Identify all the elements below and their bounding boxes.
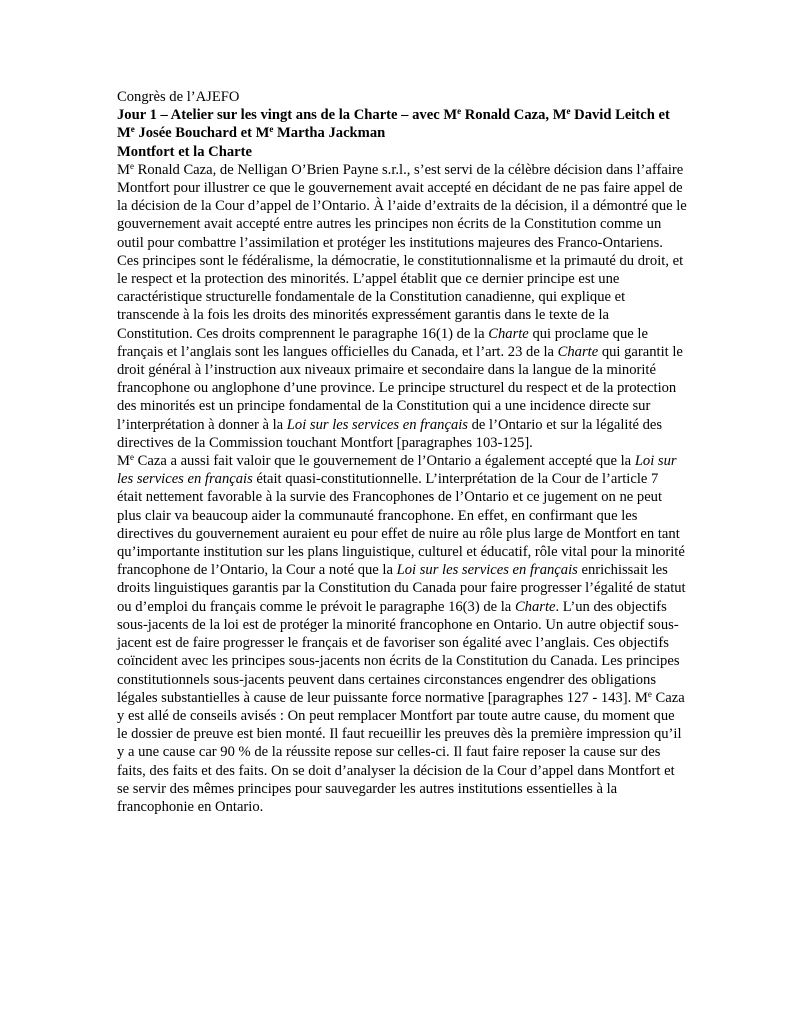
title-text-5: Martha Jackman [273, 125, 386, 142]
p1-text-a: M [117, 161, 130, 178]
org-line: Congrès de l’AJEFO [117, 89, 240, 105]
p1-sup: e [129, 160, 134, 171]
p2-text-c: était quasi-constitutionnelle. L’interprétation de la Cour de l’article 7 était nettement favorable à la survie des Francophones de l’Ontario et ce jugement on ne peut plus clair va beaucoup aider la communauté francophone. En effet, en confirmant que les directives du gouvernement auraient eu pour effet de nuire au rôle plus large de Montfort en tant qu’importante institution sur les plans linguistique, culturel et éducatif, rôle vital pour la minorité francophone de l’Ontario, la Cour a noté que la [117, 471, 685, 579]
p1-italic-charte-2: Charte [557, 343, 599, 360]
title-sup-4: e [269, 124, 274, 135]
title-text-2: Ronald Caza, M [461, 107, 567, 124]
title-sup-1: e [457, 106, 462, 117]
section-heading: Montfort et la Charte [117, 143, 252, 160]
p1-text-b: Ronald Caza, de Nelligan O’Brien Payne s.r.l., s’est servi de la célèbre décision dans l’affaire Montfort pour illustrer ce que le gouvernement avait accepté en décidant de ne pas faire appel de la décision de la Cour d’appel de l’Ontario. À l’aide d’extraits de la décision, il a démontré que le gouvernement avait accepté entre autres les principes non écrits de la Constitution comme un outil pour combattre l’assimilation et protéger les institutions majeures des Franco-Ontariens. Ces principes sont le fédéralisme, la démocratie, le constitutionnalisme et la primauté du droit, et le respect et la protection des minorités. L’appel établit que ce dernier principe est une caractéristique structurelle fondamentale de la Constitution canadienne, qui explique et transcende à la fois les droits des minorités expressément garantis dans le texte de la Constitution. Ces droits comprennent le paragraphe 16(1) de la [117, 161, 687, 342]
paragraph-2 [117, 452, 687, 816]
p1-italic-loi: Loi sur les services en français [286, 416, 468, 433]
p2-sup-2: e [647, 688, 652, 699]
document-page [117, 88, 687, 816]
document-title [117, 106, 687, 142]
p2-text-e: . L’un des objectifs sous-jacents de la loi est de protéger la minorité francophone en Ontario. Un autre objectif sous-jacent est de faire progresser le français et de favoriser son égalité avec l’anglais. Ces objectifs coïncident avec les principes sous-jacents non écrits de la Constitution du Canada. Les principes constitutionnels sous-jacents peuvent dans certaines circonstances engendrer des obligations légales substantielles à cause de leur puissante force normative [paragraphes 127 - 143]. M [117, 598, 680, 706]
p2-text-d: enrichissait les droits linguistiques garantis par la Constitution du Canada pour faire progresser l’égalité de statut ou d’emploi du français comme le prévoit le paragraphe 16(3) de la [117, 562, 686, 615]
title-sup-2: e [566, 106, 571, 117]
p2-italic-loi-1: Loi sur les services en français [117, 453, 677, 488]
paragraph-1 [117, 161, 687, 452]
p1-text-c: qui proclame que le français et l’anglais sont les langues officielles du Canada, et l’art. 23 de la [117, 325, 648, 360]
p2-italic-charte: Charte [514, 598, 556, 615]
p2-sup-1: e [129, 452, 134, 463]
p1-text-e: de l’Ontario et sur la légalité des directives de la Commission touchant Montfort [paragraphes 103-125]. [117, 416, 663, 451]
p2-text-b: Caza a aussi fait valoir que le gouvernement de l’Ontario a également accepté que la [133, 453, 635, 470]
title-text-4: Josée Bouchard et M [134, 125, 270, 142]
title-text-3: David Leitch et M [117, 107, 670, 142]
title-text-1: Jour 1 – Atelier sur les vingt ans de la Charte – avec M [117, 107, 458, 124]
title-sup-3: e [130, 124, 135, 135]
p1-text-d: qui garantit le droit général à l’instruction aux niveaux primaire et secondaire dans la langue de la minorité francophone ou anglophone d’une province. Le principe structurel du respect et de la protection des minorités est un principe fondamental de la Constitution qui a une incidence directe sur l’interprétation à donner à la [117, 343, 683, 433]
p2-italic-loi-2: Loi sur les services en français [396, 562, 578, 579]
p2-text-a: M [117, 453, 130, 470]
p1-italic-charte-1: Charte [488, 325, 529, 342]
p2-text-f: Caza y est allé de conseils avisés : On peut remplacer Montfort par toute autre cause, du moment que le dossier de preuve est bien monté. Il faut recueillir les preuves dès la première impression qu’il y a une cause car 90 % de la réussite repose sur celles-ci. Il faut faire reposer la cause sur des faits, des faits et des faits. On se doit d’analyser la décision de la Cour d’appel dans Montfort et se servir des mêmes principes pour sauvegarder les autres institutions essentielles à la francophonie en Ontario. [117, 689, 685, 815]
